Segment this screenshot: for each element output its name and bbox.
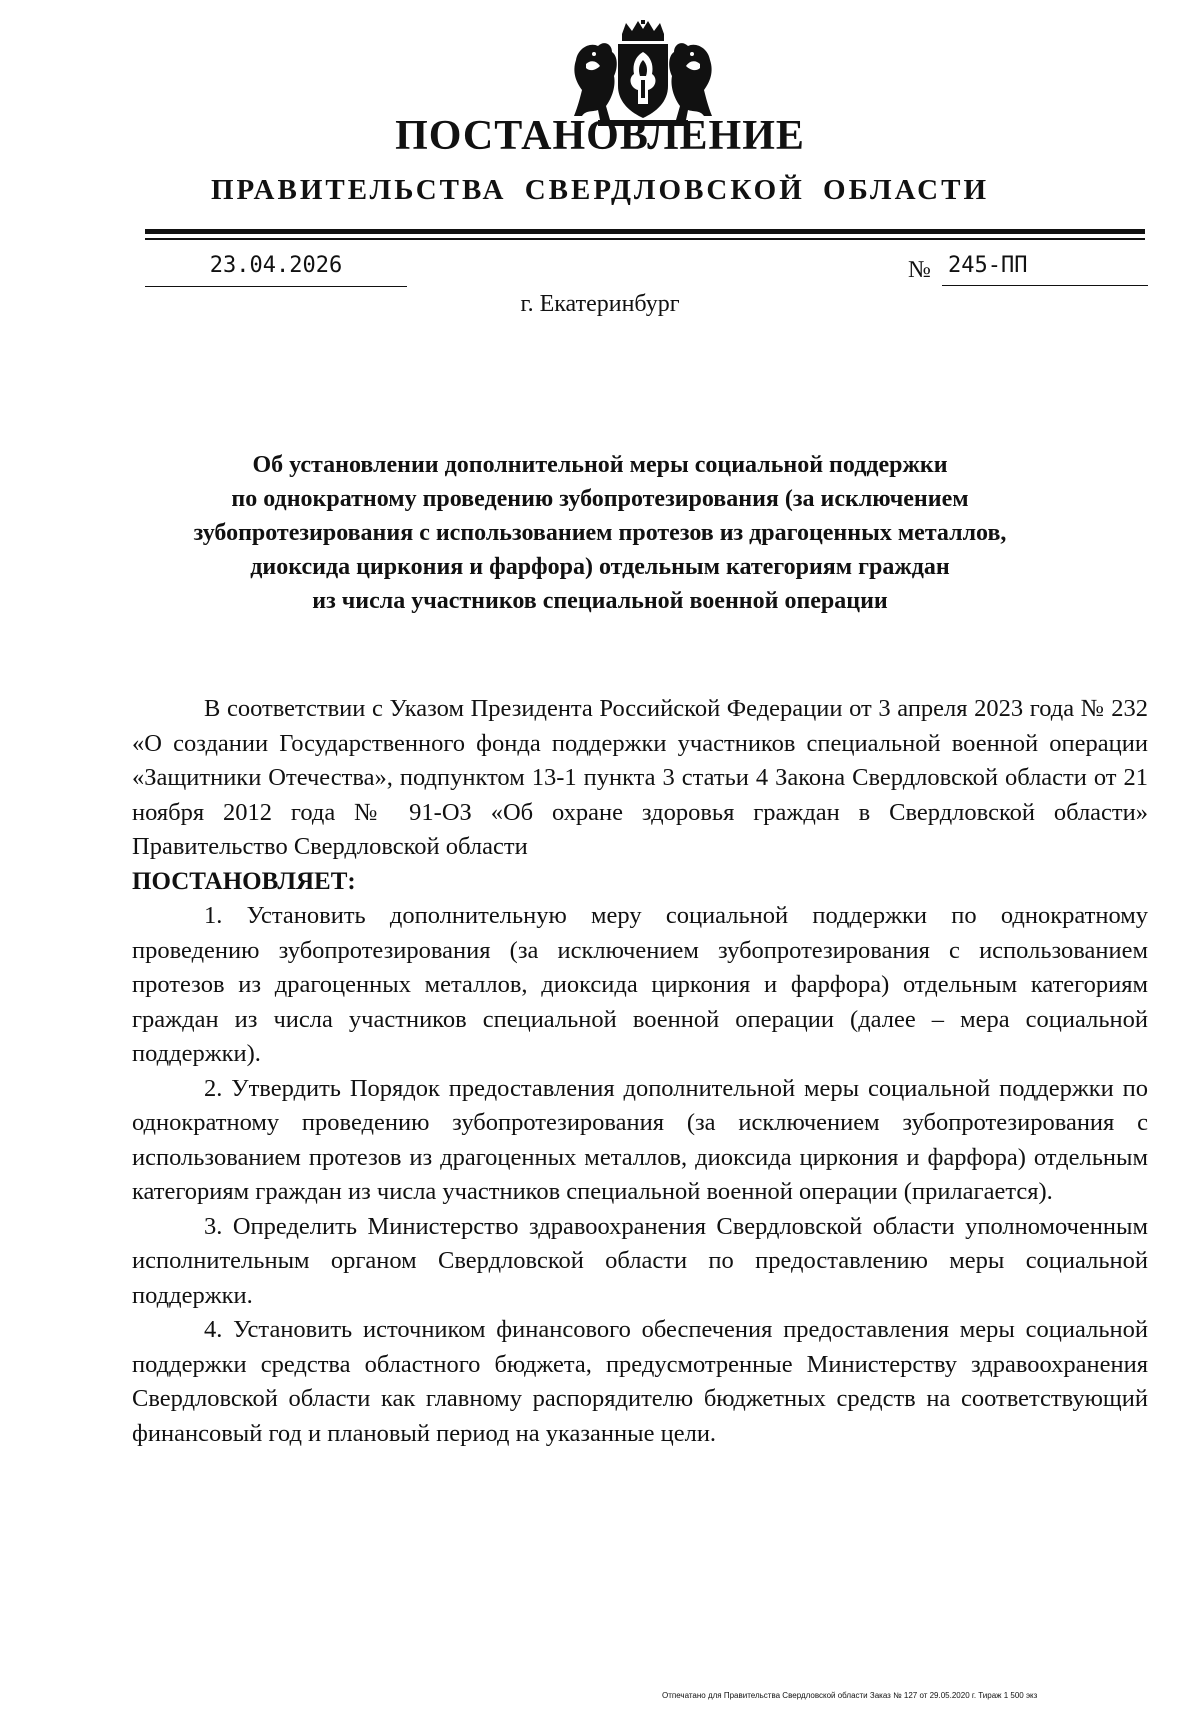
decree-word: ПОСТАНОВЛЯЕТ: (132, 867, 356, 895)
number-label: № (908, 257, 931, 283)
heading-line: из числа участников специальной военной операции (312, 588, 888, 614)
decree-item: 2. Утвердить Порядок предоставления дополнительной меры социальной поддержки по однократному проведению зубопротезирования (за исключением зубопротезирования с использованием протезов из драгоценных металлов, диоксида циркония и фарфора) отдельным категориям граждан из числа участников специальной военной операции (прилагается). (132, 1074, 1148, 1205)
heading-line: зубопротезирования с использованием протезов из драгоценных металлов, (193, 520, 1007, 546)
heading-line: Об установлении дополнительной меры социальной поддержки (252, 452, 948, 478)
document-city: г. Екатеринбург (520, 291, 680, 317)
document-body (132, 692, 1148, 1451)
decree-item: 4. Установить источником финансового обеспечения предоставления меры социальной поддержки средства областного бюджета, предусмотренные Министерству здравоохранения Свердловской области как главному распорядителю бюджетных средств на соответствующий финансовый год и плановый период на указанные цели. (132, 1316, 1148, 1447)
document-heading (150, 448, 1050, 618)
decree-item: 1. Установить дополнительную меру социальной поддержки по однократному проведению зубопротезирования (за исключением зубопротезирования с использованием протезов из драгоценных металлов, диоксида циркония и фарфора) отдельным категориям граждан из числа участников специальной военной операции (далее – мера социальной поддержки). (132, 902, 1148, 1067)
print-footnote: Отпечатано для Правительства Свердловской области Заказ № 127 от 29.05.2020 г. Тираж 1 500 экз (662, 1691, 1038, 1700)
document-number: 245-ПП (942, 253, 1148, 286)
preamble-paragraph: В соответствии с Указом Президента Российской Федерации от 3 апреля 2023 года № 232 «О создании Государственного фонда поддержки участников специальной военной операции «Защитники Отечества», подпунктом 13-1 пункта 3 статьи 4 Закона Свердловской области от 21 ноября 2012 года № 91-ОЗ «Об охране здоровья граждан в Свердловской области» Правительство Свердловской области (132, 695, 1148, 860)
heading-line: диоксида циркония и фарфора) отдельным категориям граждан (250, 554, 950, 580)
document-date: 23.04.2026 (145, 253, 407, 287)
heading-line: по однократному проведению зубопротезирования (за исключением (231, 486, 969, 512)
document-type-title: ПОСТАНОВЛЕНИЕ (395, 113, 805, 159)
header-rule-thick (145, 229, 1145, 234)
decree-item: 3. Определить Министерство здравоохранения Свердловской области уполномоченным исполнительным органом Свердловской области по предоставлению меры социальной поддержки. (132, 1212, 1148, 1309)
issuing-authority: ПРАВИТЕЛЬСТВА СВЕРДЛОВСКОЙ ОБЛАСТИ (210, 174, 990, 206)
header-rule-thin (145, 238, 1145, 240)
